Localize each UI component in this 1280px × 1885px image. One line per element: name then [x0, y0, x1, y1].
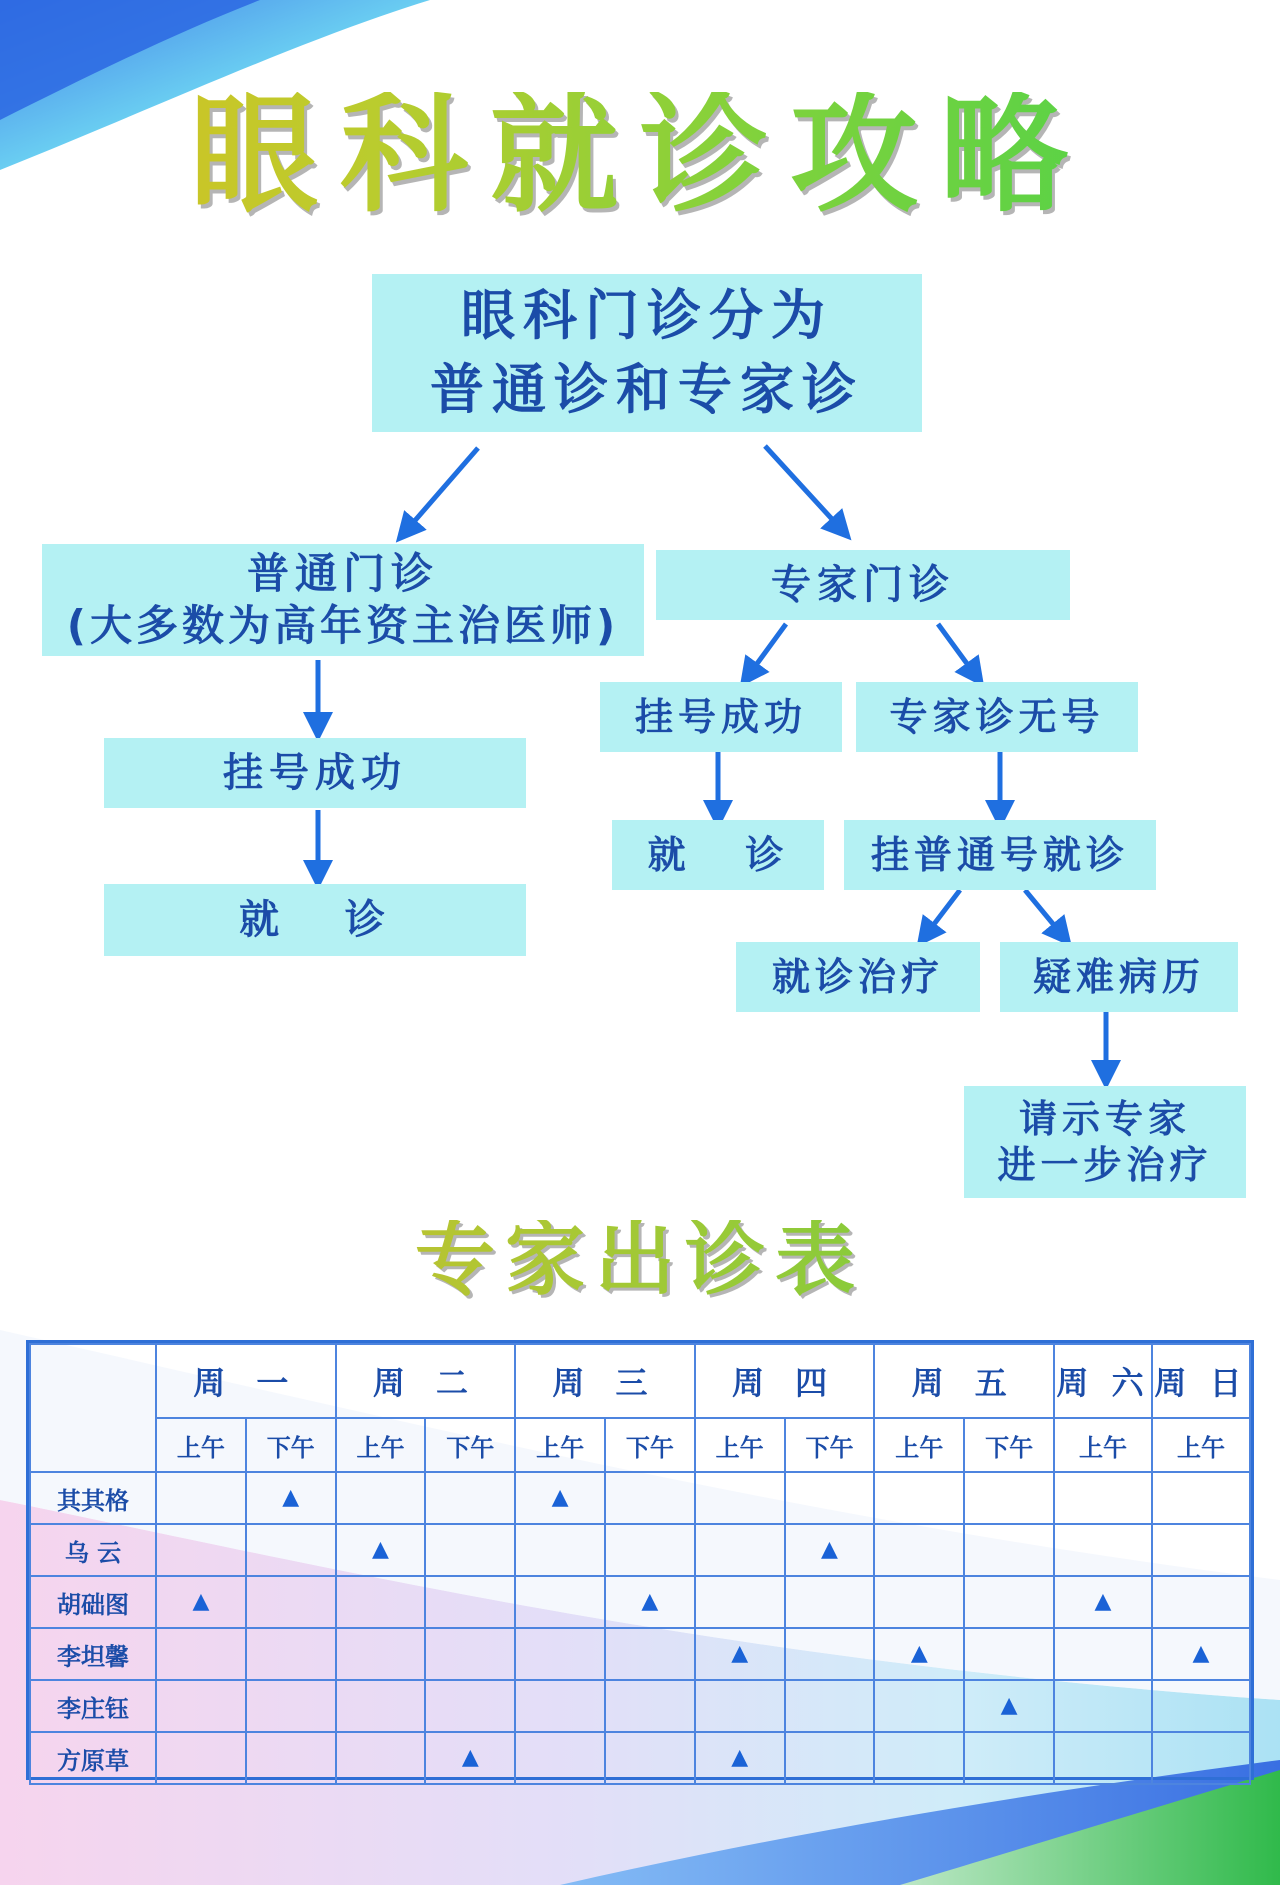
schedule-cell — [695, 1732, 785, 1784]
general-number-box: 挂普通号就诊 — [844, 820, 1156, 890]
schedule-cell — [246, 1576, 336, 1628]
schedule-cell — [1054, 1524, 1152, 1576]
schedule-cell — [964, 1732, 1054, 1784]
half-day-header: 下午 — [964, 1418, 1054, 1472]
general-visit-box: 就 诊 — [104, 884, 526, 956]
day-header: 周 六 — [1054, 1344, 1152, 1418]
on-duty-mark: ▲ — [641, 1589, 659, 1614]
arrow-general-number-to-difficult — [1025, 890, 1063, 936]
on-duty-mark: ▲ — [910, 1641, 928, 1666]
schedule-cell — [1054, 1732, 1152, 1784]
half-day-header: 上午 — [695, 1418, 785, 1472]
schedule-title: 专家出诊表 — [0, 1220, 1280, 1300]
schedule-cell — [156, 1628, 246, 1680]
schedule-cell — [1054, 1576, 1152, 1628]
doctor-name: 其其格 — [30, 1472, 156, 1524]
table-row — [30, 1680, 1250, 1732]
schedule-cell — [874, 1524, 964, 1576]
corner-cell — [30, 1344, 156, 1472]
doctor-name: 乌 云 — [30, 1524, 156, 1576]
table-row — [30, 1576, 1250, 1628]
schedule-cell — [336, 1524, 426, 1576]
page-title: 眼科就诊攻略 — [0, 92, 1280, 220]
doctor-name: 胡础图 — [30, 1576, 156, 1628]
schedule-cell — [874, 1732, 964, 1784]
on-duty-mark: ▲ — [282, 1485, 300, 1510]
consult-line-1: 请示专家 — [1018, 1097, 1191, 1141]
schedule-cell — [156, 1472, 246, 1524]
on-duty-mark: ▲ — [461, 1745, 479, 1770]
general-clinic-note: (大多数为高年资主治医师) — [66, 601, 620, 650]
on-duty-mark: ▲ — [372, 1537, 389, 1562]
expert-full-box: 专家诊无号 — [856, 682, 1138, 752]
schedule-cell — [695, 1680, 785, 1732]
schedule-cell — [246, 1628, 336, 1680]
schedule-cell — [785, 1628, 875, 1680]
schedule-cell — [515, 1524, 605, 1576]
schedule-cell — [785, 1680, 875, 1732]
root-box — [372, 274, 922, 432]
doctor-name: 方原草 — [30, 1732, 156, 1784]
schedule-cell — [964, 1680, 1054, 1732]
schedule-cell — [246, 1524, 336, 1576]
schedule-cell — [1152, 1680, 1250, 1732]
schedule-cell — [336, 1576, 426, 1628]
root-line-1: 眼科门诊分为 — [461, 284, 833, 347]
schedule-cell — [515, 1732, 605, 1784]
schedule-cell — [695, 1524, 785, 1576]
schedule-cell — [874, 1472, 964, 1524]
day-header: 周 四 — [695, 1344, 875, 1418]
schedule-cell — [874, 1628, 964, 1680]
table-row — [30, 1524, 1250, 1576]
schedule-cell — [246, 1732, 336, 1784]
schedule-cell — [874, 1680, 964, 1732]
day-header: 周 日 — [1152, 1344, 1250, 1418]
schedule-cell — [785, 1576, 875, 1628]
schedule-cell — [605, 1524, 695, 1576]
schedule-cell — [785, 1732, 875, 1784]
schedule-cell — [605, 1628, 695, 1680]
table-row — [30, 1628, 1250, 1680]
expert-schedule-table — [26, 1340, 1254, 1780]
schedule-cell — [515, 1576, 605, 1628]
general-registered-box: 挂号成功 — [104, 738, 526, 808]
schedule-cell — [425, 1524, 515, 1576]
on-duty-mark: ▲ — [192, 1589, 210, 1614]
schedule-cell — [874, 1576, 964, 1628]
arrow-expert-to-full — [938, 624, 976, 676]
schedule-cell — [336, 1628, 426, 1680]
schedule-cell — [156, 1576, 246, 1628]
schedule-cell — [425, 1732, 515, 1784]
schedule-cell — [1054, 1628, 1152, 1680]
schedule-cell — [156, 1680, 246, 1732]
schedule-cell — [1054, 1472, 1152, 1524]
difficult-case-box: 疑难病历 — [1000, 942, 1238, 1012]
on-duty-mark: ▲ — [551, 1485, 569, 1510]
schedule-cell — [425, 1576, 515, 1628]
schedule-cell — [336, 1472, 426, 1524]
schedule-cell — [964, 1628, 1054, 1680]
half-day-header-row — [30, 1418, 1250, 1472]
table-row — [30, 1732, 1250, 1784]
half-day-header: 上午 — [336, 1418, 426, 1472]
schedule-cell — [1152, 1524, 1250, 1576]
schedule-cell — [605, 1732, 695, 1784]
schedule-cell — [336, 1732, 426, 1784]
schedule-cell — [515, 1628, 605, 1680]
table-row — [30, 1472, 1250, 1524]
arrow-general-number-to-treatment — [925, 890, 960, 936]
half-day-header: 上午 — [1152, 1418, 1250, 1472]
half-day-header: 下午 — [605, 1418, 695, 1472]
schedule-cell — [1152, 1732, 1250, 1784]
schedule-cell — [1054, 1680, 1152, 1732]
schedule-cell — [605, 1680, 695, 1732]
schedule-cell — [785, 1472, 875, 1524]
expert-visit-box: 就 诊 — [612, 820, 824, 890]
schedule-cell — [695, 1576, 785, 1628]
schedule-cell — [246, 1680, 336, 1732]
day-header: 周 五 — [874, 1344, 1054, 1418]
half-day-header: 上午 — [515, 1418, 605, 1472]
schedule-cell — [425, 1472, 515, 1524]
half-day-header: 上午 — [874, 1418, 964, 1472]
half-day-header: 下午 — [246, 1418, 336, 1472]
consult-box — [964, 1086, 1246, 1198]
arrow-expert-to-registered — [748, 624, 786, 676]
schedule-cell — [425, 1680, 515, 1732]
day-header: 周 二 — [336, 1344, 516, 1418]
schedule-cell — [964, 1524, 1054, 1576]
day-header-row — [30, 1344, 1250, 1418]
root-line-2: 普通诊和专家诊 — [430, 358, 864, 421]
schedule-cell — [785, 1524, 875, 1576]
schedule-cell — [425, 1628, 515, 1680]
schedule-cell — [246, 1472, 336, 1524]
schedule-cell — [605, 1472, 695, 1524]
schedule-cell — [515, 1472, 605, 1524]
on-duty-mark: ▲ — [1094, 1589, 1112, 1614]
half-day-header: 上午 — [1054, 1418, 1152, 1472]
on-duty-mark: ▲ — [1192, 1641, 1210, 1666]
expert-registered-box: 挂号成功 — [600, 682, 842, 752]
schedule-cell — [515, 1680, 605, 1732]
schedule-cell — [964, 1576, 1054, 1628]
schedule-cell — [156, 1524, 246, 1576]
schedule-cell — [1152, 1472, 1250, 1524]
schedule-cell — [1152, 1576, 1250, 1628]
schedule-cell — [964, 1472, 1054, 1524]
on-duty-mark: ▲ — [731, 1641, 749, 1666]
treatment-box: 就诊治疗 — [736, 942, 980, 1012]
expert-clinic-box: 专家门诊 — [656, 550, 1070, 620]
on-duty-mark: ▲ — [821, 1537, 838, 1562]
doctor-name: 李坦馨 — [30, 1628, 156, 1680]
consult-line-2: 进一步治疗 — [997, 1143, 1213, 1187]
arrow-root-to-expert — [765, 446, 842, 530]
day-header: 周 一 — [156, 1344, 336, 1418]
schedule-cell — [695, 1472, 785, 1524]
half-day-header: 下午 — [785, 1418, 875, 1472]
schedule-cell — [336, 1680, 426, 1732]
on-duty-mark: ▲ — [1000, 1693, 1018, 1718]
arrow-root-to-general — [405, 448, 478, 532]
schedule-cell — [156, 1732, 246, 1784]
schedule-cell — [695, 1628, 785, 1680]
on-duty-mark: ▲ — [731, 1745, 749, 1770]
half-day-header: 下午 — [425, 1418, 515, 1472]
general-clinic-label: 普通门诊 — [246, 549, 439, 598]
general-clinic-box — [42, 544, 644, 656]
schedule-cell — [605, 1576, 695, 1628]
day-header: 周 三 — [515, 1344, 695, 1418]
half-day-header: 上午 — [156, 1418, 246, 1472]
doctor-name: 李庄钰 — [30, 1680, 156, 1732]
schedule-cell — [1152, 1628, 1250, 1680]
